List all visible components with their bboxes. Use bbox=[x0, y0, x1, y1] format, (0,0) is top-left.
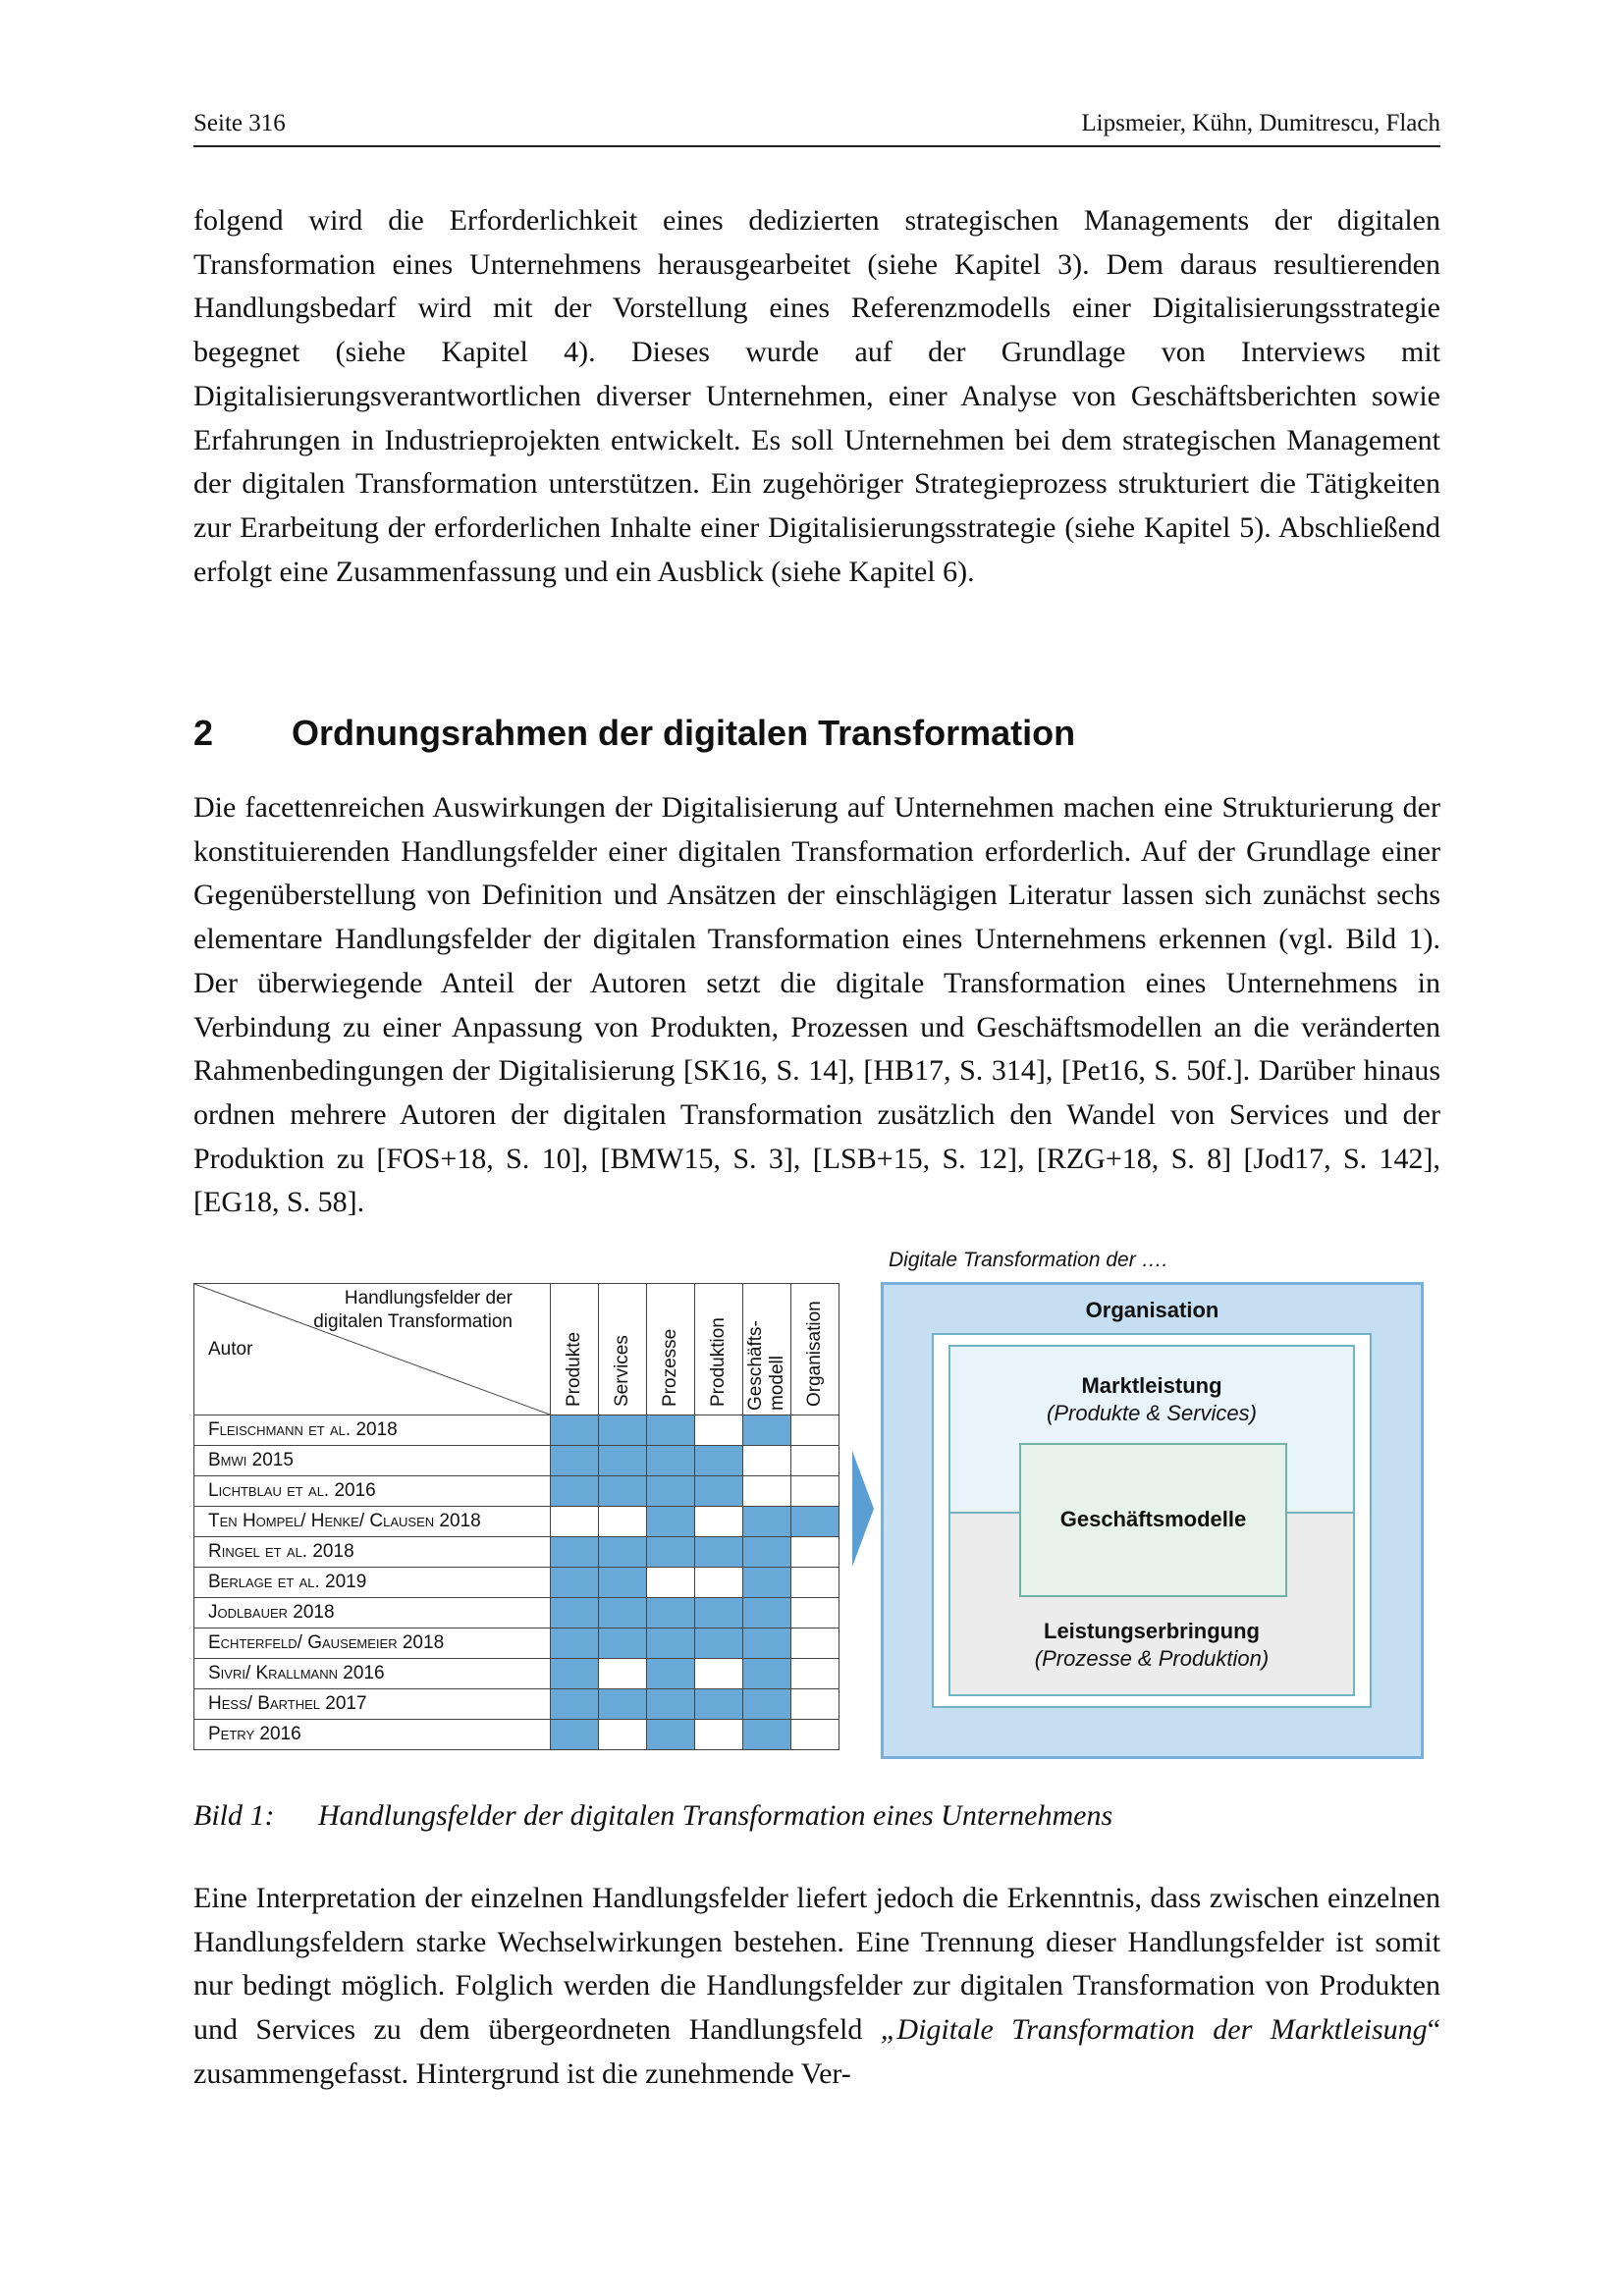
mark-cell-empty bbox=[791, 1598, 839, 1629]
mark-cell-empty bbox=[695, 1659, 743, 1689]
mark-cell-empty bbox=[599, 1720, 647, 1750]
column-label: Produkte bbox=[564, 1331, 584, 1407]
leistungserbringung-text: Leistungserbringung bbox=[1044, 1619, 1260, 1643]
mark-cell-empty bbox=[743, 1446, 791, 1476]
mark-cell-empty bbox=[647, 1568, 695, 1598]
mark-cell-filled bbox=[599, 1598, 647, 1629]
mark-cell-filled bbox=[647, 1689, 695, 1720]
mark-cell-filled bbox=[695, 1689, 743, 1720]
mark-cell-empty bbox=[551, 1507, 599, 1537]
corner-header bbox=[313, 1287, 513, 1334]
leistungserbringung-subtext: (Prozesse & Produktion) bbox=[1034, 1646, 1270, 1671]
corner-autor: Autor bbox=[208, 1339, 253, 1360]
mark-cell-empty bbox=[791, 1720, 839, 1750]
mark-cell-filled bbox=[551, 1446, 599, 1476]
mark-cell-empty bbox=[791, 1629, 839, 1659]
column-label bbox=[745, 1320, 788, 1411]
mark-cell-empty bbox=[599, 1659, 647, 1689]
corner-header-line2: digitalen Transformation bbox=[313, 1311, 513, 1332]
handlungsfelder-table bbox=[193, 1283, 839, 1750]
mark-cell-filled bbox=[647, 1415, 695, 1446]
author-cell: Fleischmann et al. 2018 bbox=[194, 1415, 551, 1446]
mark-cell-filled bbox=[695, 1476, 743, 1507]
geschaeftsmodelle-label bbox=[1019, 1507, 1287, 1532]
mark-cell-filled bbox=[599, 1476, 647, 1507]
mark-cell-filled bbox=[599, 1689, 647, 1720]
mark-cell-filled bbox=[551, 1659, 599, 1689]
column-label: Prozesse bbox=[660, 1328, 680, 1407]
authors: Lipsmeier, Kühn, Dumitrescu, Flach bbox=[1081, 110, 1440, 136]
author-cell: Ringel et al. 2018 bbox=[194, 1537, 551, 1568]
mark-cell-empty bbox=[791, 1446, 839, 1476]
marktleistung-text: Marktleistung bbox=[1081, 1373, 1222, 1398]
figure-caption bbox=[193, 1799, 1112, 1833]
mark-cell-empty bbox=[695, 1507, 743, 1537]
table-body bbox=[194, 1415, 839, 1750]
author-cell: Jodlbauer 2018 bbox=[194, 1598, 551, 1629]
column-label-line1: Geschäfts- bbox=[745, 1320, 766, 1411]
column-header-organisation bbox=[791, 1284, 839, 1415]
mark-cell-filled bbox=[599, 1446, 647, 1476]
mark-cell-filled bbox=[743, 1507, 791, 1537]
table-row bbox=[194, 1507, 839, 1537]
mark-cell-filled bbox=[647, 1720, 695, 1750]
mark-cell-empty bbox=[791, 1689, 839, 1720]
mark-cell-filled bbox=[695, 1598, 743, 1629]
mark-cell-filled bbox=[647, 1598, 695, 1629]
column-label: Organisation bbox=[804, 1301, 825, 1407]
mark-cell-filled bbox=[551, 1537, 599, 1568]
paragraph-intro: folgend wird die Erforderlichkeit eines dedizierten strategischen Managements der digitalen Transformation eines Unternehmens herausgearbeitet (siehe Kapitel 3). Dem daraus resultierenden Handlungsbedarf wird mit der Vorstellung eines Referenzmodells einer Digitalisierungsstrategie begegnet (siehe Kapitel 4). Dieses wurde auf der Grundlage von Interviews mit Digitalisierungsverantwortlichen diverser Unternehmen, einer Analyse von Geschäftsberichten sowie Erfahrungen in Industrieprojekten entwickelt. Es soll Unternehmen bei dem strategischen Management der digitalen Transformation unterstützen. Ein zugehöriger Strategieprozess strukturiert die Tätigkeiten zur Erarbeitung der erforderlichen Inhalte einer Digitalisierungsstrategie (siehe Kapitel 5). Abschließend erfolgt eine Zusammenfassung und ein Ausblick (siehe Kapitel 6). bbox=[193, 204, 1440, 588]
diagram-title: Digitale Transformation der …. bbox=[889, 1249, 1168, 1271]
organisation-text: Organisation bbox=[1085, 1298, 1219, 1322]
mark-cell-filled bbox=[743, 1720, 791, 1750]
table-row bbox=[194, 1720, 839, 1750]
section-heading bbox=[193, 713, 1075, 754]
mark-cell-filled bbox=[743, 1629, 791, 1659]
author-cell: Bmwi 2015 bbox=[194, 1446, 551, 1476]
marktleistung-subtext: (Produkte & Services) bbox=[1047, 1401, 1257, 1425]
table-row bbox=[194, 1629, 839, 1659]
mark-cell-empty bbox=[791, 1537, 839, 1568]
caption-label: Bild 1: bbox=[193, 1799, 275, 1832]
mark-cell-filled bbox=[647, 1537, 695, 1568]
column-header-prozesse bbox=[647, 1284, 695, 1415]
column-header-produktion bbox=[695, 1284, 743, 1415]
mark-cell-filled bbox=[551, 1720, 599, 1750]
organisation-label bbox=[881, 1298, 1424, 1323]
mark-cell-filled bbox=[743, 1598, 791, 1629]
mark-cell-filled bbox=[599, 1537, 647, 1568]
mark-cell-filled bbox=[599, 1568, 647, 1598]
column-label: Produktion bbox=[708, 1317, 729, 1407]
paragraph-section-2: Die facettenreichen Auswirkungen der Digitalisierung auf Unternehmen machen eine Strukturierung der konstituierenden Handlungsfelder einer digitalen Transformation erforderlich. Auf der Grundlage einer Gegenüberstellung von Definition und Ansätzen der einschlägigen Literatur lassen sich zunächst sechs elementare Handlungsfelder der digitalen Transformation eines Unternehmens erkennen (vgl. Bild 1). Der überwiegende Anteil der Autoren setzt die digitale Transformation eines Unternehmens in Verbindung zu einer Anpassung von Produkten, Prozessen und Geschäftsmodellen an die veränderten Rahmenbedingungen der Digitalisierung [SK16, S. 14], [HB17, S. 314], [Pet16, S. 50f.]. Darüber hinaus ordnen mehrere Autoren der digitalen Transformation zusätzlich den Wandel von Services und der Produktion zu [FOS+18, S. 10], [BMW15, S. 3], [LSB+15, S. 12], [RZG+18, S. 8] [Jod17, S. 142], [EG18, S. 58]. bbox=[193, 791, 1440, 1219]
mark-cell-filled bbox=[647, 1476, 695, 1507]
mark-cell-filled bbox=[695, 1629, 743, 1659]
table-row bbox=[194, 1689, 839, 1720]
mark-cell-filled bbox=[743, 1689, 791, 1720]
author-cell: Sivri/ Krallmann 2016 bbox=[194, 1659, 551, 1689]
mark-cell-filled bbox=[551, 1476, 599, 1507]
column-header-services bbox=[599, 1284, 647, 1415]
leistungserbringung-label bbox=[948, 1618, 1355, 1673]
section-title: Ordnungsrahmen der digitalen Transformation bbox=[292, 713, 1076, 753]
mark-cell-filled bbox=[695, 1446, 743, 1476]
author-cell: Hess/ Barthel 2017 bbox=[194, 1689, 551, 1720]
table-corner bbox=[194, 1284, 551, 1415]
paragraph-interpretation bbox=[193, 1877, 1440, 2097]
table-row bbox=[194, 1476, 839, 1507]
column-label-line2: modell bbox=[767, 1356, 787, 1411]
mark-cell-filled bbox=[599, 1629, 647, 1659]
caption-text: Handlungsfelder der digitalen Transformation eines Unternehmens bbox=[318, 1799, 1113, 1832]
mark-cell-filled bbox=[551, 1568, 599, 1598]
geschaeftsmodelle-text: Geschäftsmodelle bbox=[1059, 1507, 1247, 1531]
column-header-produkte bbox=[551, 1284, 599, 1415]
mark-cell-empty bbox=[791, 1659, 839, 1689]
mark-cell-filled bbox=[743, 1659, 791, 1689]
paragraph-interpretation-tail: “ zusammengefasst. Hintergrund ist die zunehmende Ver- bbox=[193, 2013, 1441, 2090]
column-label: Services bbox=[612, 1335, 632, 1407]
mark-cell-filled bbox=[551, 1415, 599, 1446]
mark-cell-filled bbox=[743, 1537, 791, 1568]
table-row bbox=[194, 1446, 839, 1476]
table-row bbox=[194, 1537, 839, 1568]
author-cell: Berlage et al. 2019 bbox=[194, 1568, 551, 1598]
section-number: 2 bbox=[193, 713, 214, 753]
mark-cell-empty bbox=[791, 1568, 839, 1598]
mark-cell-empty bbox=[695, 1415, 743, 1446]
mark-cell-filled bbox=[743, 1568, 791, 1598]
mark-cell-empty bbox=[791, 1415, 839, 1446]
author-cell: Ten Hompel/ Henke/ Clausen 2018 bbox=[194, 1507, 551, 1537]
mark-cell-filled bbox=[599, 1415, 647, 1446]
author-cell: Petry 2016 bbox=[194, 1720, 551, 1750]
table-row bbox=[194, 1598, 839, 1629]
mark-cell-filled bbox=[551, 1689, 599, 1720]
page-number: Seite 316 bbox=[193, 110, 286, 136]
author-cell: Lichtblau et al. 2016 bbox=[194, 1476, 551, 1507]
mark-cell-filled bbox=[647, 1507, 695, 1537]
mark-cell-filled bbox=[647, 1659, 695, 1689]
mark-cell-empty bbox=[599, 1507, 647, 1537]
mark-cell-empty bbox=[695, 1720, 743, 1750]
mark-cell-filled bbox=[551, 1629, 599, 1659]
table-row bbox=[194, 1415, 839, 1446]
mark-cell-empty bbox=[695, 1568, 743, 1598]
page-header bbox=[193, 108, 1440, 147]
mark-cell-empty bbox=[743, 1476, 791, 1507]
column-header-geschaeftsmodell bbox=[743, 1284, 791, 1415]
table-row bbox=[194, 1568, 839, 1598]
author-cell: Echterfeld/ Gausemeier 2018 bbox=[194, 1629, 551, 1659]
mark-cell-filled bbox=[647, 1629, 695, 1659]
paragraph-interpretation-emphasis: „Digitale Transformation der Marktleisung bbox=[880, 2013, 1428, 2047]
mark-cell-empty bbox=[791, 1476, 839, 1507]
marktleistung-label bbox=[948, 1372, 1355, 1427]
mark-cell-filled bbox=[743, 1415, 791, 1446]
corner-header-line1: Handlungsfelder der bbox=[344, 1288, 513, 1308]
mark-cell-filled bbox=[647, 1446, 695, 1476]
arrow-right-icon bbox=[852, 1451, 874, 1567]
mark-cell-filled bbox=[791, 1507, 839, 1537]
table-row bbox=[194, 1659, 839, 1689]
mark-cell-filled bbox=[695, 1537, 743, 1568]
paragraph-interpretation-text: Eine Interpretation der einzelnen Handlungsfelder liefert jedoch die Erkenntnis, dass zwischen einzelnen Handlungsfeldern starke Wechselwirkungen bestehen. Eine Trennung dieser Handlungsfelder ist somit nur bedingt möglich. Folglich werden die Handlungsfelder zur digitalen Transformation von Produkten und Services zu dem übergeordneten Handlungsfeld bbox=[193, 1882, 1440, 2047]
mark-cell-filled bbox=[551, 1598, 599, 1629]
